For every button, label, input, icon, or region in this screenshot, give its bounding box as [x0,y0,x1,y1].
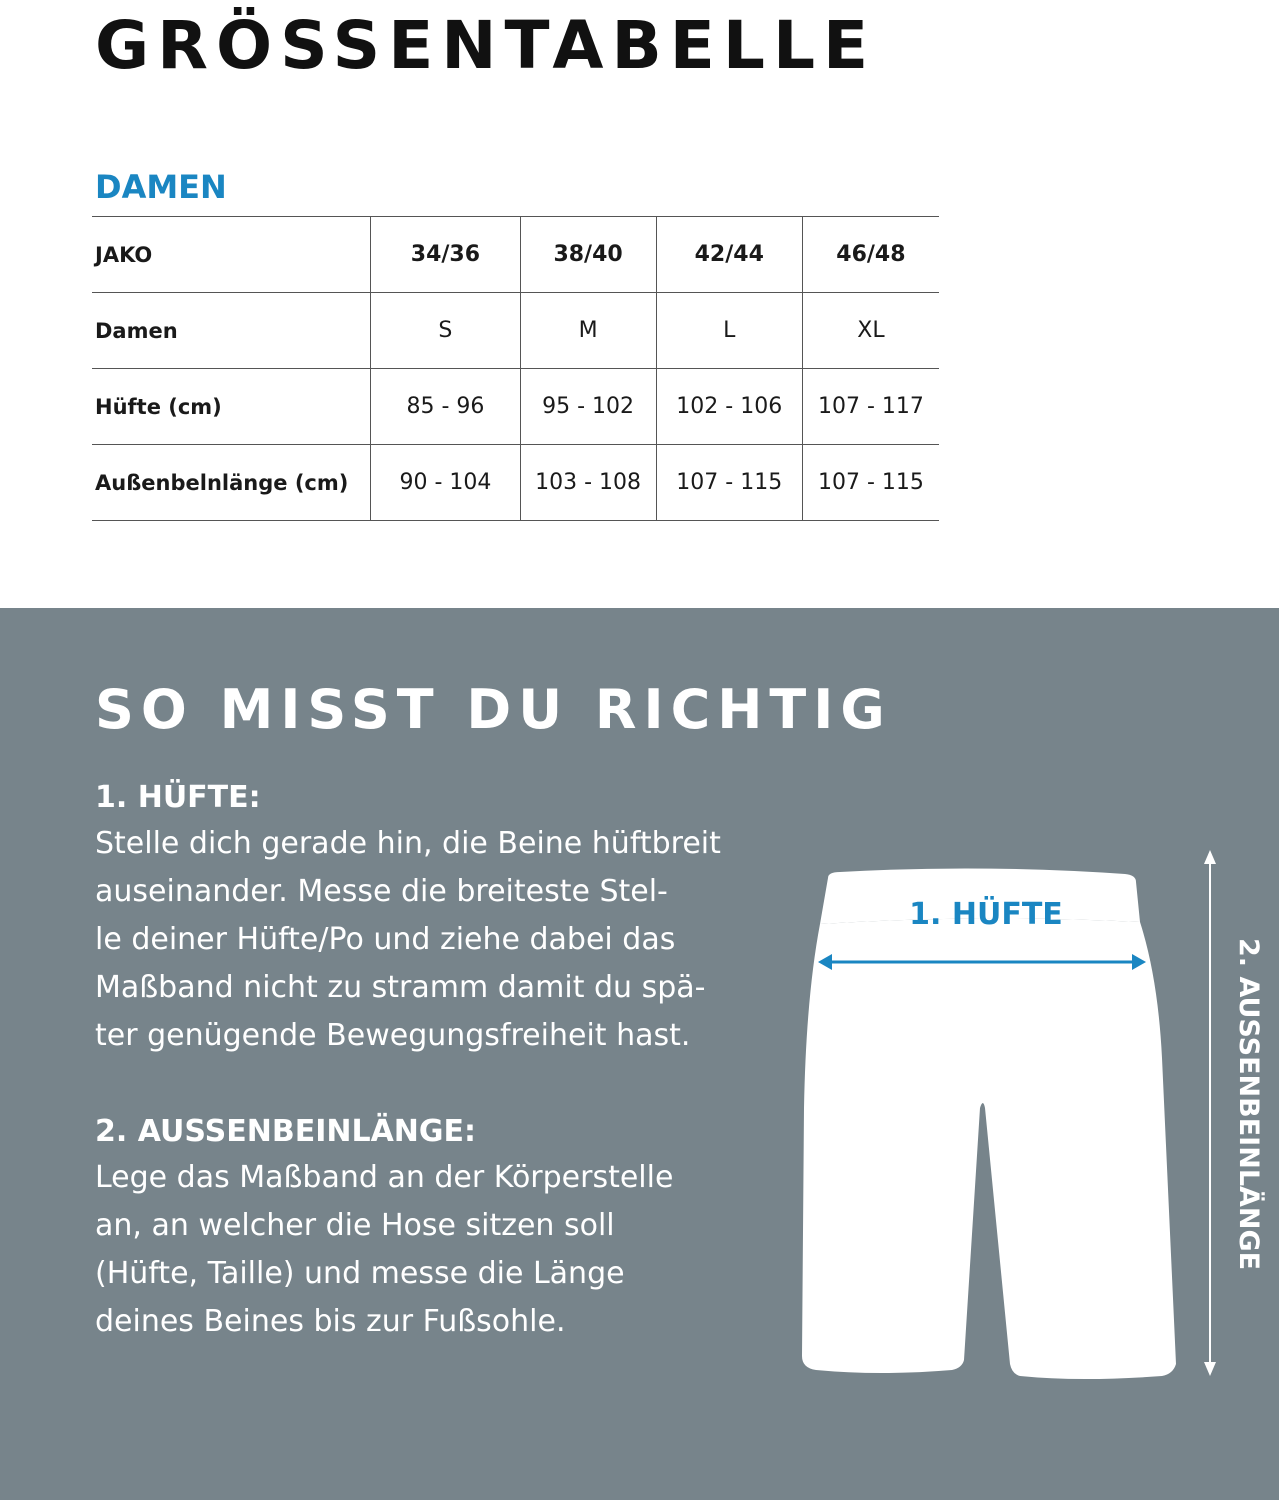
table-cell: 103 - 108 [520,445,656,521]
step-text-line: ter genügende Bewegungsfreiheit hast. [95,1018,691,1053]
shorts-shape [802,918,1176,1379]
section-label-damen: DAMEN [95,168,227,206]
table-cell: S [371,293,520,369]
table-row-label: Hüfte (cm) [92,369,371,445]
size-table [92,216,939,521]
table-row-label: Außenbelnlänge (cm) [92,445,371,521]
howto-title: SO MISST DU RICHTIG [95,678,892,741]
table-cell: 85 - 96 [371,369,520,445]
table-header-cell: 42/44 [656,217,802,293]
table-header-cell: 34/36 [371,217,520,293]
table-cell: XL [802,293,939,369]
table-row [92,369,939,445]
table-cell: 95 - 102 [520,369,656,445]
table-cell: L [656,293,802,369]
step-text-line: (Hüfte, Taille) und messe die Länge [95,1256,625,1291]
length-label: 2. AUSSENBEINLÄNGE [1233,938,1264,1271]
length-arrow-top-head [1204,850,1216,864]
step-text-line: auseinander. Messe die breiteste Stel- [95,874,668,909]
shorts-diagram [780,848,1264,1368]
hip-label: 1. HÜFTE [909,897,1063,932]
table-cell: 102 - 106 [656,369,802,445]
table-header-cell: JAKO [92,217,371,293]
table-row [92,293,939,369]
step-text-line: le deiner Hüfte/Po und ziehe dabei das [95,922,676,957]
page-title: GRÖSSENTABELLE [95,7,877,84]
step-text-line: Lege das Maßband an der Körperstelle [95,1160,674,1195]
step-title: 2. AUSSENBEINLÄNGE: [95,1114,477,1149]
length-arrow-bottom-head [1204,1362,1216,1376]
step-text-line: Maßband nicht zu stramm damit du spä- [95,970,706,1005]
howto-panel [0,608,1279,1500]
step-title: 1. HÜFTE: [95,780,261,815]
step-text-line: deines Beines bis zur Fußsohle. [95,1304,566,1339]
table-row-label: Damen [92,293,371,369]
step-outseam [95,1110,815,1346]
table-cell: M [520,293,656,369]
table-header-cell: 46/48 [802,217,939,293]
step-hip [95,776,815,1060]
table-cell: 107 - 115 [802,445,939,521]
table-header-row [92,217,939,293]
table-cell: 90 - 104 [371,445,520,521]
table-row [92,445,939,521]
step-text-line: Stelle dich gerade hin, die Beine hüftbreit [95,826,721,861]
table-cell: 107 - 115 [656,445,802,521]
table-header-cell: 38/40 [520,217,656,293]
step-text-line: an, an welcher die Hose sitzen soll [95,1208,615,1243]
table-cell: 107 - 117 [802,369,939,445]
